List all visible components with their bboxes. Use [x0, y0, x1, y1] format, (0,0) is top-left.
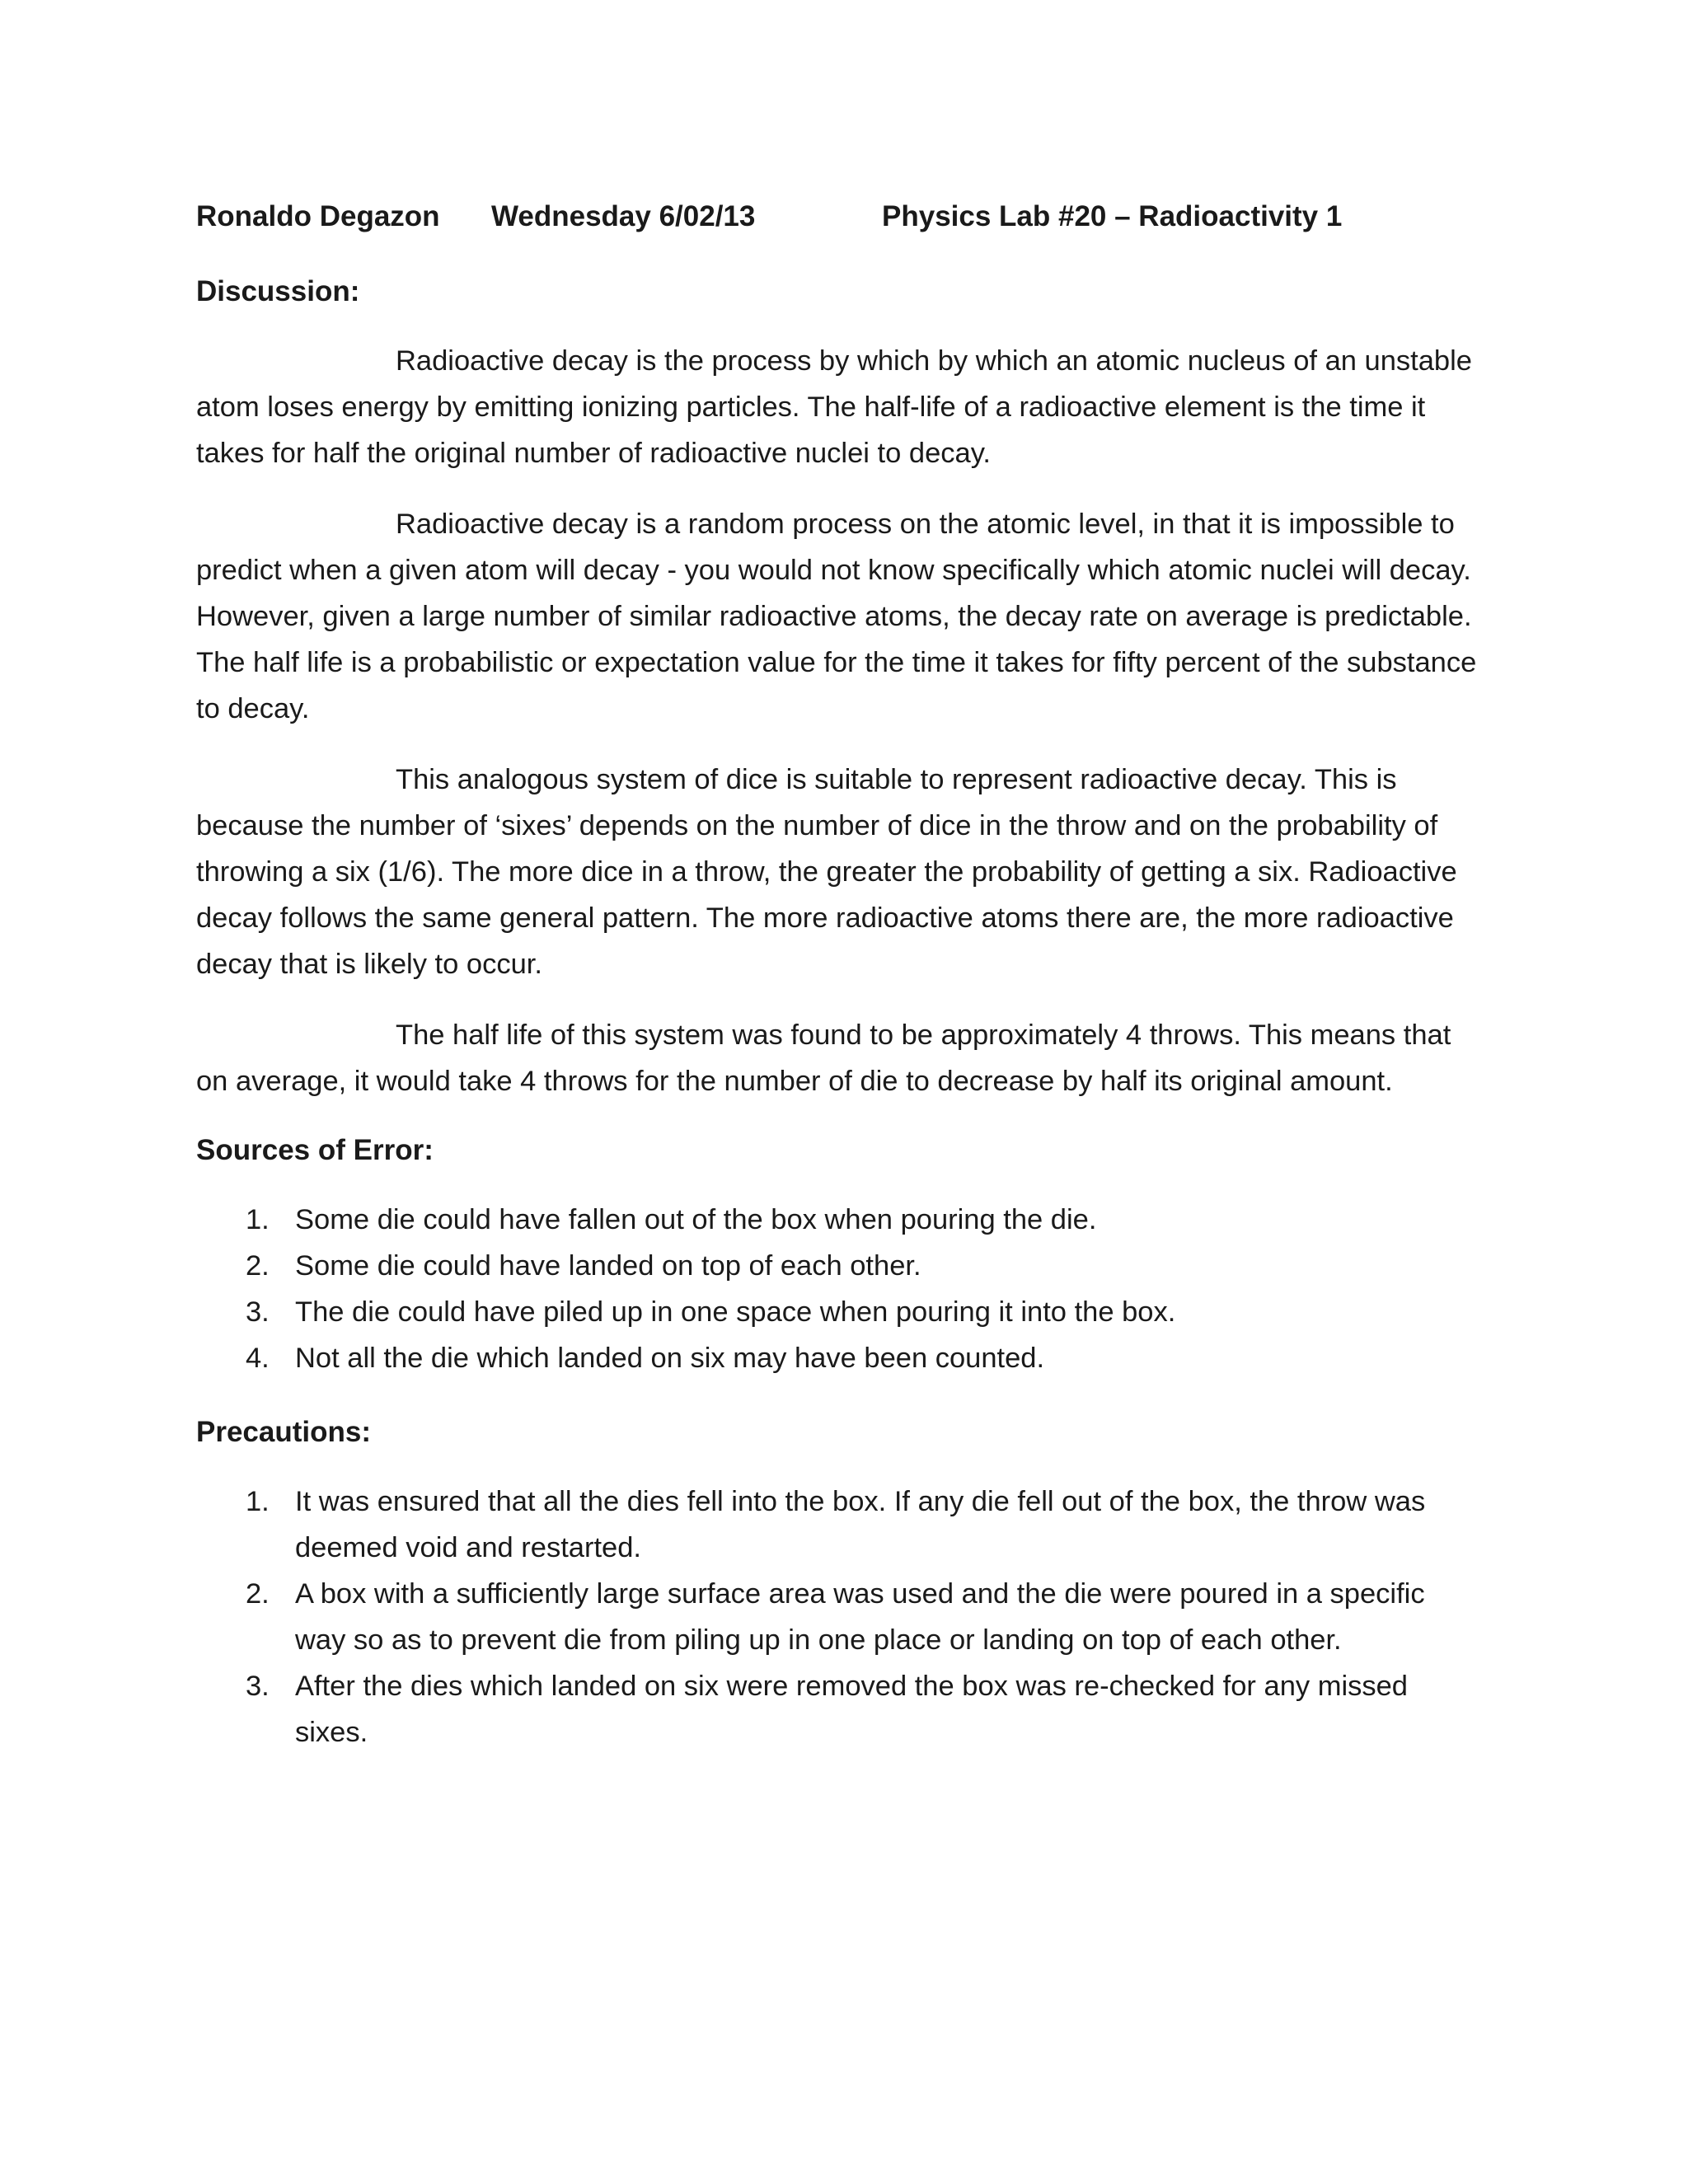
list-item-text: A box with a sufficiently large surface area was used and the die were poured in a specific way so as to prevent die from piling up in one place or landing on top of each other.: [295, 1578, 1425, 1656]
lab-title: Physics Lab #20 – Radioactivity 1: [882, 200, 1343, 232]
sources-of-error-list: [196, 1197, 1482, 1381]
list-item-number: 2.: [246, 1250, 270, 1282]
discussion-paragraph-4: The half life of this system was found to be approximately 4 throws. This means that on average, it would take 4 throws for the number of die to decrease by half its original amount.: [196, 1019, 1451, 1097]
precautions-heading: Precautions:: [196, 1416, 371, 1448]
precautions-list: [196, 1479, 1482, 1755]
list-item-number: 1.: [246, 1204, 270, 1235]
list-item: [196, 1243, 1482, 1289]
list-item: [196, 1663, 1482, 1755]
list-item: [196, 1571, 1482, 1663]
list-item-text: It was ensured that all the dies fell into the box. If any die fell out of the box, the throw was deemed void and restarted.: [295, 1486, 1426, 1563]
list-item-number: 3.: [246, 1296, 270, 1328]
list-item: [196, 1197, 1482, 1243]
discussion-paragraph-1: Radioactive decay is the process by which by which an atomic nucleus of an unstable atom loses energy by emitting ionizing particles. The half-life of a radioactive element is the time it takes for half the original number of radioactive nuclei to decay.: [196, 345, 1472, 469]
list-item-number: 1.: [246, 1486, 270, 1517]
list-item-text: Not all the die which landed on six may have been counted.: [295, 1343, 1045, 1374]
list-item-number: 3.: [246, 1671, 270, 1702]
list-item-text: Some die could have fallen out of the box when pouring the die.: [295, 1204, 1097, 1235]
discussion-heading: Discussion:: [196, 275, 360, 307]
list-item-number: 4.: [246, 1343, 270, 1374]
list-item-number: 2.: [246, 1578, 270, 1610]
document-header: [196, 196, 1482, 237]
list-item: [196, 1479, 1482, 1571]
list-item-text: Some die could have landed on top of each other.: [295, 1250, 921, 1282]
lab-date: Wednesday 6/02/13: [491, 200, 756, 232]
author-name: Ronaldo Degazon: [196, 200, 440, 232]
list-item-text: The die could have piled up in one space when pouring it into the box.: [295, 1296, 1176, 1328]
discussion-paragraph-3: This analogous system of dice is suitable to represent radioactive decay. This is because the number of ‘sixes’ depends on the number of dice in the throw and on the probability of throwing a six (1/6). The more dice in a throw, the greater the probability of getting a six. Radioactive decay follows the same general pattern. The more radioactive atoms there are, the more radioactive decay that is likely to occur.: [196, 764, 1457, 980]
list-item-text: After the dies which landed on six were removed the box was re-checked for any missed sixes.: [295, 1671, 1408, 1748]
discussion-paragraph-2: Radioactive decay is a random process on the atomic level, in that it is impossible to predict when a given atom will decay - you would not know specifically which atomic nuclei will decay. However, given a large number of similar radioactive atoms, the decay rate on average is predictable. The half life is a probabilistic or expectation value for the time it takes for fifty percent of the substance to decay.: [196, 509, 1477, 724]
document-page: [196, 196, 1482, 1755]
sources-of-error-heading: Sources of Error:: [196, 1134, 434, 1166]
list-item: [196, 1335, 1482, 1381]
list-item: [196, 1289, 1482, 1335]
